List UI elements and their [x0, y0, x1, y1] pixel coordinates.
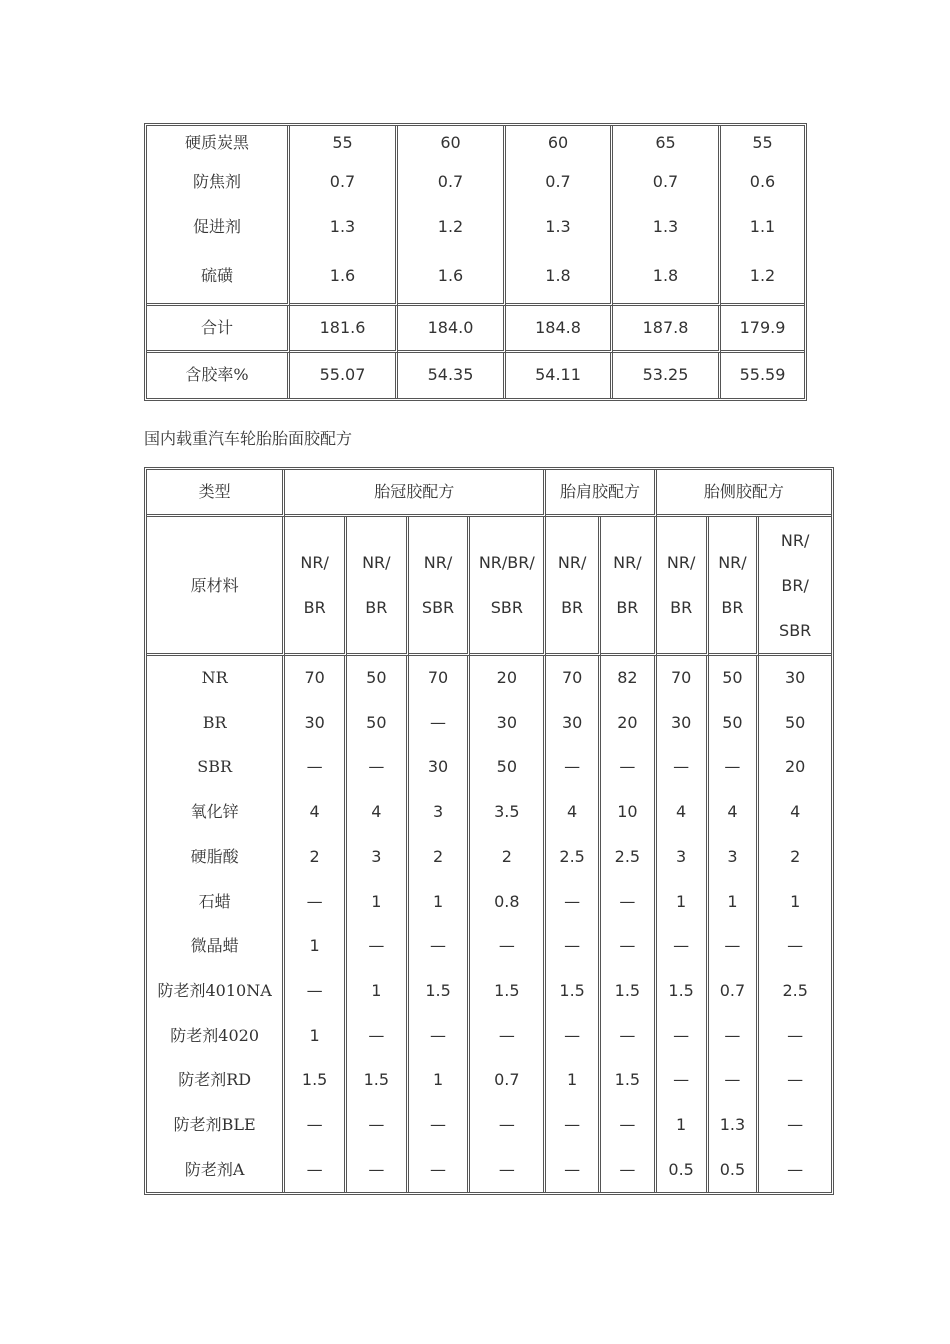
- cell-value: 184.0: [398, 306, 506, 353]
- cell-value: 1.1: [749, 216, 776, 236]
- cell-value: 1.5: [546, 969, 601, 1014]
- cell-value: 1: [790, 891, 801, 911]
- group-header-shoulder: 胎肩胶配方: [546, 470, 657, 517]
- subtype-part: NR/: [613, 553, 642, 572]
- row-label: 防老剂RD: [147, 1058, 285, 1103]
- cell-value: 0.5: [657, 1148, 709, 1193]
- cell-value: 0.7: [506, 160, 613, 205]
- cell-value: 50: [347, 656, 409, 701]
- cell-value: —: [657, 1058, 709, 1103]
- cell-value: 50: [470, 745, 546, 790]
- cell-value: 1.3: [290, 205, 398, 250]
- tread-formula-body: [147, 656, 831, 1192]
- cell-value: 2: [285, 835, 347, 880]
- row-label: 硫磺: [147, 249, 290, 306]
- cell-value: —: [409, 701, 471, 746]
- table-row: [147, 880, 831, 925]
- row-label: 防老剂A: [147, 1148, 285, 1193]
- subtype-header: [409, 517, 471, 656]
- cell-value: 3: [657, 835, 709, 880]
- subtype-part: SBR: [490, 598, 523, 617]
- subtype-header: [546, 517, 601, 656]
- subtype-part: BR/: [781, 575, 809, 595]
- cell-value: 179.9: [721, 306, 804, 353]
- cell-value: 187.8: [613, 306, 721, 353]
- cell-value: —: [470, 1148, 546, 1193]
- subtype-part: SBR: [421, 598, 455, 617]
- cell-value: 4: [709, 790, 760, 835]
- cell-value: —: [601, 1014, 657, 1059]
- cell-value: —: [409, 924, 471, 969]
- row-label: 硬脂酸: [147, 835, 285, 880]
- cell-value: —: [347, 924, 409, 969]
- cell-value: —: [285, 1148, 347, 1193]
- cell-value: 53.25: [613, 353, 721, 398]
- subtype-header: [347, 517, 409, 656]
- cell-value: —: [787, 1115, 804, 1135]
- cell-value: —: [601, 745, 657, 790]
- subtype-part: NR/: [300, 553, 329, 572]
- subtype-part: SBR: [779, 620, 812, 640]
- cell-value: 30: [409, 745, 471, 790]
- cell-value: 70: [285, 656, 347, 701]
- cell-value: 60: [398, 126, 506, 160]
- cell-value: 2.5: [601, 835, 657, 880]
- material-header: 原材料: [147, 517, 285, 656]
- cell-value: —: [546, 924, 601, 969]
- cell-value: 30: [546, 701, 601, 746]
- cell-value: 1.6: [290, 249, 398, 306]
- cell-value: 1: [709, 880, 760, 925]
- row-label: 合计: [147, 306, 290, 353]
- cell-value: —: [285, 745, 347, 790]
- row-label: 石蜡: [147, 880, 285, 925]
- row-label: 含胶率%: [147, 353, 290, 398]
- cell-value: 181.6: [290, 306, 398, 353]
- subtype-part: NR/BR/: [478, 553, 535, 572]
- cell-value: —: [657, 924, 709, 969]
- cell-value: 2.5: [546, 835, 601, 880]
- cell-value: —: [709, 1014, 760, 1059]
- cell-value: —: [601, 880, 657, 925]
- cell-value: 50: [347, 701, 409, 746]
- rubber-rate-row: [147, 353, 804, 398]
- cell-value: 30: [470, 701, 546, 746]
- table-row: [147, 249, 804, 306]
- cell-value: 54.11: [506, 353, 613, 398]
- cell-value: 1: [546, 1058, 601, 1103]
- cell-value: 70: [657, 656, 709, 701]
- subtype-header: [470, 517, 546, 656]
- cell-value: 1.5: [470, 969, 546, 1014]
- cell-value: 0.7: [470, 1058, 546, 1103]
- cell-value: 1.6: [398, 249, 506, 306]
- cell-value: —: [787, 1159, 804, 1179]
- cell-value: —: [347, 1148, 409, 1193]
- type-header: 类型: [147, 470, 285, 517]
- table-row: [147, 790, 831, 835]
- cell-value: 0.5: [709, 1148, 760, 1193]
- cell-value: —: [787, 1025, 804, 1045]
- cell-value: 1.5: [409, 969, 471, 1014]
- cell-value: 2.5: [782, 980, 808, 1000]
- table-row: [147, 835, 831, 880]
- group-header-crown: 胎冠胶配方: [285, 470, 546, 517]
- cell-value: 54.35: [398, 353, 506, 398]
- subtype-part: BR: [561, 598, 584, 617]
- cell-value: 4: [790, 802, 801, 822]
- cell-value: 0.6: [749, 172, 776, 191]
- subtype-part: NR/: [423, 553, 453, 572]
- cell-value: 1.3: [506, 205, 613, 250]
- cell-value: —: [657, 745, 709, 790]
- table-row: [147, 924, 831, 969]
- cell-value: 3: [347, 835, 409, 880]
- cell-value: 0.8: [470, 880, 546, 925]
- subtype-part: BR: [721, 598, 744, 617]
- cell-value: 1.5: [285, 1058, 347, 1103]
- row-label: 氧化锌: [147, 790, 285, 835]
- cell-value: 1.5: [657, 969, 709, 1014]
- cell-value: —: [347, 1103, 409, 1148]
- cell-value: 50: [784, 712, 806, 732]
- cell-value: —: [657, 1014, 709, 1059]
- row-label: BR: [147, 701, 285, 746]
- cell-value: —: [285, 880, 347, 925]
- row-label: 促进剂: [147, 205, 290, 250]
- row-label: 微晶蜡: [147, 924, 285, 969]
- subtype-part: NR/: [666, 553, 696, 572]
- cell-value: —: [347, 1014, 409, 1059]
- cell-value: —: [601, 1148, 657, 1193]
- cell-value: 1.3: [709, 1103, 760, 1148]
- cell-value: 1: [285, 924, 347, 969]
- cell-value: —: [285, 1103, 347, 1148]
- cell-value: 0.7: [398, 160, 506, 205]
- subtype-header: [285, 517, 347, 656]
- subtype-header: [709, 517, 760, 656]
- row-label: 防老剂BLE: [147, 1103, 285, 1148]
- subtype-header: [657, 517, 709, 656]
- cell-value: 55: [752, 133, 773, 152]
- subtype-part: NR/: [557, 553, 587, 572]
- cell-value: 2: [470, 835, 546, 880]
- subtype-part: BR: [616, 598, 639, 617]
- cell-value: 184.8: [506, 306, 613, 353]
- cell-value: 30: [285, 701, 347, 746]
- cell-value: 1.5: [347, 1058, 409, 1103]
- table-row: [147, 205, 804, 250]
- subtype-header: [759, 517, 831, 656]
- cell-value: 1: [657, 1103, 709, 1148]
- cell-value: 1.5: [601, 969, 657, 1014]
- subtype-part: NR/: [718, 553, 747, 572]
- cell-value: —: [546, 1014, 601, 1059]
- cell-value: —: [546, 880, 601, 925]
- cell-value: 55.59: [739, 365, 786, 384]
- cell-value: 4: [285, 790, 347, 835]
- cell-value: —: [285, 969, 347, 1014]
- cell-value: —: [409, 1148, 471, 1193]
- cell-value: —: [409, 1014, 471, 1059]
- row-label: 防老剂4010NA: [147, 969, 285, 1014]
- cell-value: —: [787, 1070, 804, 1090]
- group-header-row: [147, 470, 831, 517]
- row-label: 防焦剂: [147, 160, 290, 205]
- subtype-part: BR: [365, 598, 388, 617]
- cell-value: 55.07: [290, 353, 398, 398]
- cell-value: —: [347, 745, 409, 790]
- table-row: [147, 745, 831, 790]
- table-row: [147, 656, 831, 701]
- cell-value: —: [546, 745, 601, 790]
- tread-formula-table: [144, 467, 834, 1195]
- cell-value: 4: [546, 790, 601, 835]
- cell-value: 0.7: [709, 969, 760, 1014]
- row-label: 防老剂4020: [147, 1014, 285, 1059]
- cell-value: —: [470, 924, 546, 969]
- cell-value: 3: [709, 835, 760, 880]
- cell-value: —: [409, 1103, 471, 1148]
- table-row: [147, 1148, 831, 1193]
- cell-value: 4: [347, 790, 409, 835]
- cell-value: 1: [657, 880, 709, 925]
- cell-value: 4: [657, 790, 709, 835]
- cell-value: 2: [790, 846, 801, 866]
- cell-value: 0.7: [290, 160, 398, 205]
- table-row: [147, 1014, 831, 1059]
- row-label: SBR: [147, 745, 285, 790]
- cell-value: 1.3: [613, 205, 721, 250]
- subtype-part: NR/: [780, 530, 810, 550]
- cell-value: 10: [601, 790, 657, 835]
- table-row: [147, 160, 804, 205]
- compound-table-continued: [144, 123, 807, 401]
- subtype-part: NR/: [362, 553, 391, 572]
- cell-value: 1: [285, 1014, 347, 1059]
- row-label: 硬质炭黑: [147, 126, 290, 160]
- group-header-sidewall: 胎侧胶配方: [657, 470, 831, 517]
- subtype-header: [601, 517, 657, 656]
- cell-value: 1: [347, 969, 409, 1014]
- cell-value: 70: [546, 656, 601, 701]
- cell-value: —: [709, 924, 760, 969]
- table-caption: 国内载重汽车轮胎胎面胶配方: [144, 429, 353, 448]
- subtype-part: BR: [303, 598, 326, 617]
- cell-value: 1.2: [398, 205, 506, 250]
- cell-value: —: [470, 1014, 546, 1059]
- cell-value: 20: [784, 757, 806, 777]
- cell-value: —: [601, 1103, 657, 1148]
- cell-value: 60: [506, 126, 613, 160]
- subtype-part: BR: [670, 598, 693, 617]
- cell-value: 70: [409, 656, 471, 701]
- cell-value: 1: [409, 880, 471, 925]
- cell-value: 20: [601, 701, 657, 746]
- cell-value: 2: [409, 835, 471, 880]
- cell-value: 50: [709, 656, 760, 701]
- cell-value: 82: [601, 656, 657, 701]
- table-row: [147, 969, 831, 1014]
- cell-value: 3: [409, 790, 471, 835]
- cell-value: 1.8: [506, 249, 613, 306]
- compound-table-body: [147, 126, 804, 398]
- cell-value: 3.5: [470, 790, 546, 835]
- total-row: [147, 306, 804, 353]
- cell-value: 1.2: [721, 249, 804, 306]
- row-label: NR: [147, 656, 285, 701]
- table-row: [147, 126, 804, 160]
- cell-value: 1: [347, 880, 409, 925]
- cell-value: 55: [290, 126, 398, 160]
- cell-value: 30: [657, 701, 709, 746]
- cell-value: 1.8: [613, 249, 721, 306]
- table-row: [147, 1103, 831, 1148]
- cell-value: 1: [409, 1058, 471, 1103]
- cell-value: —: [787, 936, 804, 956]
- subtype-header-row: [147, 517, 831, 656]
- table-row: [147, 1058, 831, 1103]
- cell-value: 30: [784, 668, 806, 687]
- cell-value: 20: [470, 656, 546, 701]
- cell-value: —: [546, 1148, 601, 1193]
- cell-value: —: [709, 745, 760, 790]
- table-row: [147, 701, 831, 746]
- cell-value: 65: [613, 126, 721, 160]
- cell-value: —: [546, 1103, 601, 1148]
- cell-value: —: [601, 924, 657, 969]
- cell-value: 0.7: [613, 160, 721, 205]
- cell-value: 1.5: [601, 1058, 657, 1103]
- cell-value: —: [470, 1103, 546, 1148]
- cell-value: 50: [709, 701, 760, 746]
- cell-value: —: [709, 1058, 760, 1103]
